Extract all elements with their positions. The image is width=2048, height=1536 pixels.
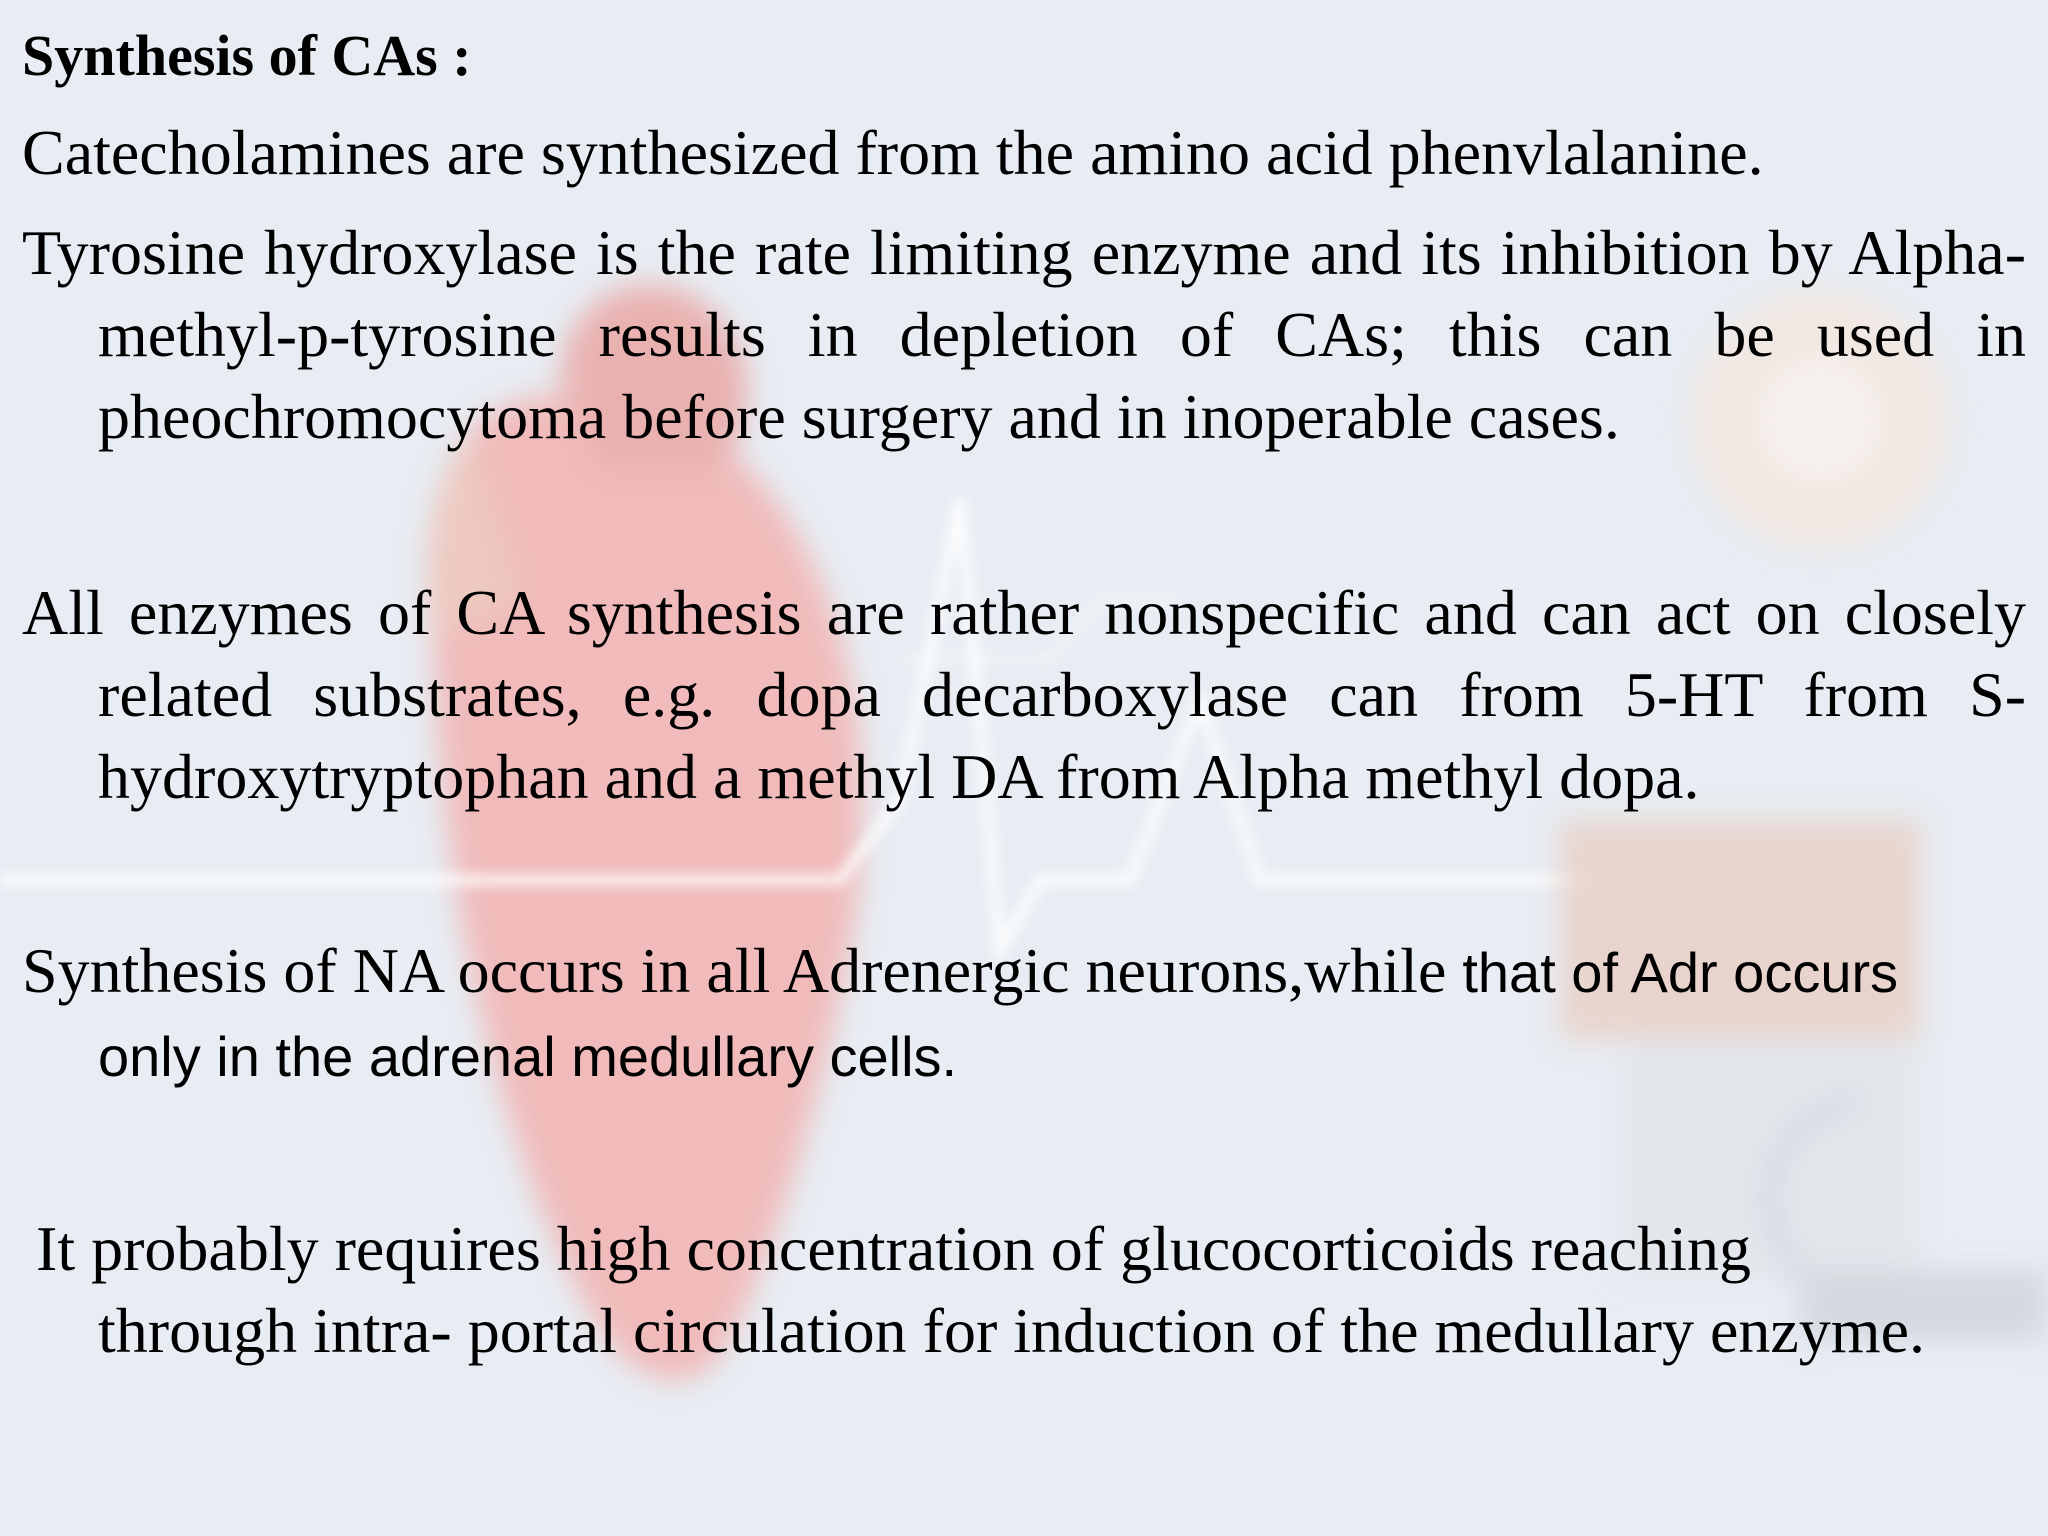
paragraph-catecholamines: Catecholamines are synthesized from the amino acid phenvlalanine.	[22, 117, 1764, 188]
paragraph-enzymes-nonspecific: All enzymes of CA synthesis are rather nonspecific and can act on closely related substrates, e.g. dopa decarboxylase can from 5-HT from S-hydroxytryptophan and a methyl DA from Alpha methyl dopa.	[22, 577, 2026, 812]
paragraph-glucocorticoids: It probably requires high concentration of glucocorticoids reaching through intra- portal circulation for induction of the medullary enzyme.	[36, 1213, 1925, 1366]
slide-title: Synthesis of CAs :	[22, 23, 472, 88]
paragraph-tyrosine-hydroxylase: Tyrosine hydroxylase is the rate limiting enzyme and its inhibition by Alpha-methyl-p-tyrosine results in depletion of CAs; this can be used in pheochromocytoma before surgery and in inoperable cases.	[22, 217, 2026, 452]
na-synthesis-serif-text: Synthesis of NA occurs in all Adrenergic neurons,while	[22, 935, 1463, 1006]
adr-synthesis-sans-text: that of Adr occurs only in the adrenal medullary cells.	[98, 941, 1899, 1088]
paragraph-na-synthesis	[22, 930, 1952, 1098]
